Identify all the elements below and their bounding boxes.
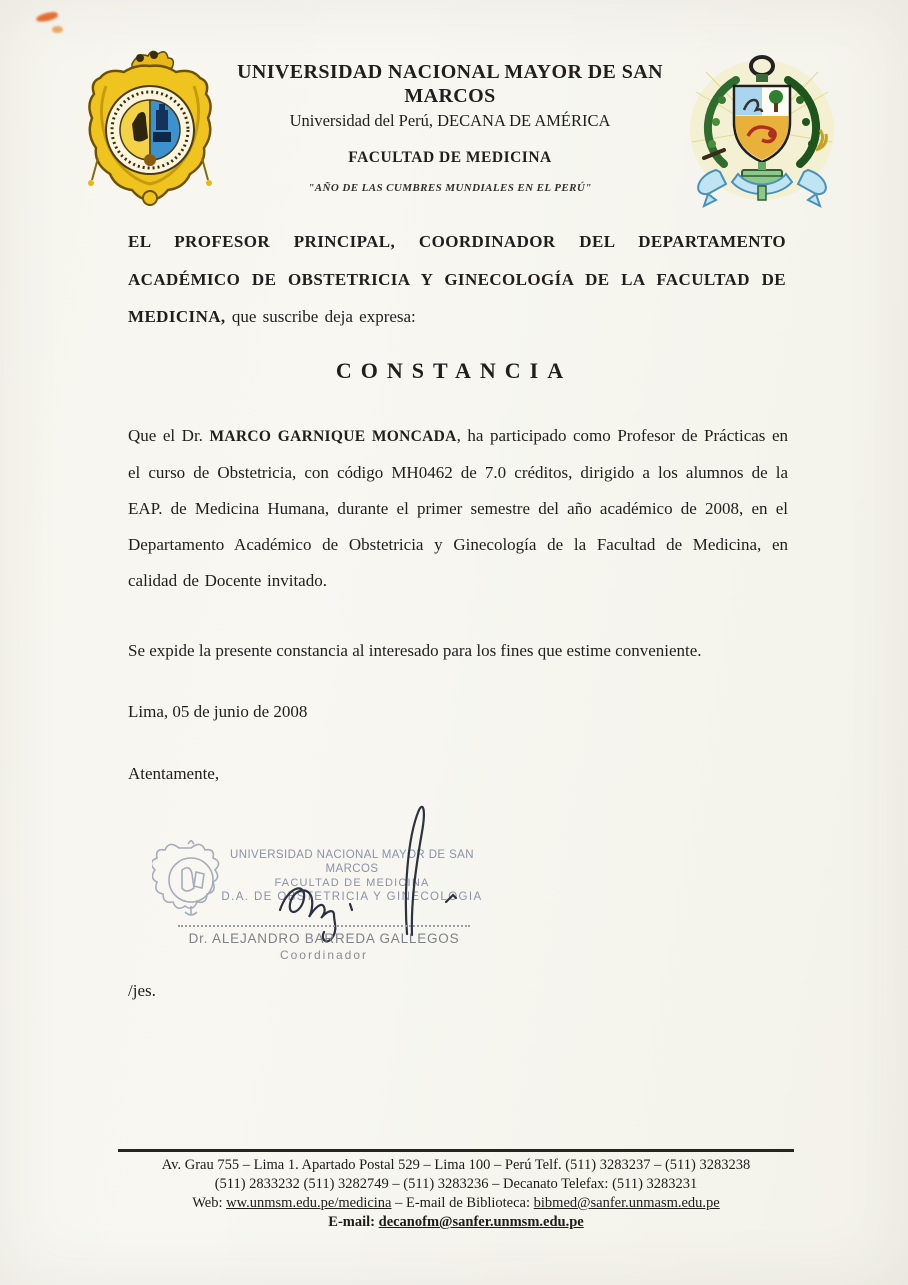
email-label: E-mail: bbox=[328, 1214, 379, 1230]
closing-statement: Se expide la presente constancia al interesado para los fines que estime conveniente. bbox=[128, 641, 702, 660]
scan-smudge bbox=[35, 11, 58, 23]
main-paragraph bbox=[128, 418, 788, 599]
stamp-department-line: D.A. DE OBSTETRICIA Y GINECOLOGIA bbox=[221, 891, 483, 903]
signer-title: Coordinador bbox=[279, 948, 369, 962]
biblioteca-label: – E-mail de Biblioteca: bbox=[391, 1195, 534, 1211]
letterhead bbox=[192, 60, 708, 194]
issuer-title-text: EL PROFESOR PRINCIPAL, COORDINADOR DEL DEPARTAMENTO ACADÉMICO DE OBSTETRICIA Y GINECOLOGÍA DE LA FACULTAD DE MEDICINA, bbox=[128, 232, 786, 326]
salutation: Atentamente, bbox=[128, 764, 220, 783]
footer-email-line bbox=[118, 1213, 794, 1232]
peru-coat-of-arms-logo bbox=[686, 52, 838, 215]
footer-contact-block bbox=[118, 1149, 794, 1232]
document-title: CONSTANCIA bbox=[335, 358, 573, 383]
signature-dotted-line bbox=[178, 925, 470, 927]
stamp-faculty-line: FACULTAD DE MEDICINA bbox=[274, 877, 430, 889]
para-rest-text: , ha participado como Profesor de Prácticas en el curso de Obstetricia, con código MH0462 de 7.0 créditos, dirigido a los alumnos de la EAP. de Medicina Humana, durante el primer semestre del año académico de 2008, en el Departamento Académico de Obstetricia y Ginecología de la Facultad de Medicina, en calidad de Docente invitado. bbox=[128, 426, 788, 590]
signer-name: Dr. ALEJANDRO BARREDA GALLEGOS bbox=[188, 931, 460, 946]
signature-block bbox=[150, 806, 530, 976]
university-subtitle: Universidad del Perú, DECANA DE AMÉRICA bbox=[289, 111, 611, 130]
web-label: Web: bbox=[192, 1195, 227, 1211]
footer-web-line bbox=[118, 1194, 794, 1213]
year-motto: "AÑO DE LAS CUMBRES MUNDIALES EN EL PERÚ" bbox=[308, 182, 592, 194]
biblioteca-email: bibmed@sanfer.unmasm.edu.pe bbox=[533, 1195, 720, 1211]
scan-smudge bbox=[52, 26, 63, 33]
intro-paragraph bbox=[128, 223, 786, 336]
typist-initials: /jes. bbox=[128, 981, 156, 1000]
faculty-name: FACULTAD DE MEDICINA bbox=[348, 149, 552, 166]
intro-regular-text: que suscribe deja expresa: bbox=[225, 307, 416, 326]
signer-identity bbox=[168, 930, 480, 963]
web-url: ww.unmsm.edu.pe/medicina bbox=[226, 1195, 392, 1211]
university-name: UNIVERSIDAD NACIONAL MAYOR DE SAN MARCOS bbox=[237, 61, 663, 107]
footer-address-line: Av. Grau 755 – Lima 1. Apartado Postal 529 – Lima 100 – Perú Telf. (511) 3283237 – (511) 3283238 bbox=[161, 1157, 751, 1173]
footer-phones-line: (511) 2833232 (511) 3282749 – (511) 3283236 – Decanato Telefax: (511) 3283231 bbox=[214, 1176, 698, 1192]
date-line: Lima, 05 de junio de 2008 bbox=[128, 702, 308, 721]
decanato-email: decanofm@sanfer.unmsm.edu.pe bbox=[378, 1214, 584, 1230]
professor-name: MARCO GARNIQUE MONCADA bbox=[209, 428, 457, 445]
stamp-university-line: UNIVERSIDAD NACIONAL MAYOR DE SAN MARCOS bbox=[230, 849, 474, 875]
para-lead-text: Que el Dr. bbox=[128, 426, 210, 445]
